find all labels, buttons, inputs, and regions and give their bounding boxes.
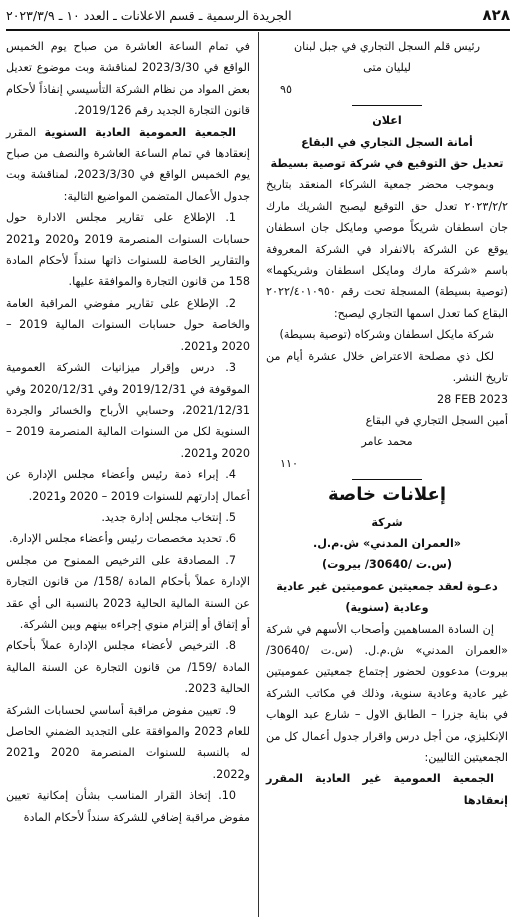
company-registration: (س.ت /30640/ بيروت) [322, 558, 452, 572]
company-label: شركة [371, 515, 403, 529]
agenda-item: 6. تحديد مخصصات رئيس وأعضاء مجلس الإدارة. [8, 532, 236, 546]
section-title: إعلانات خاصة [327, 484, 447, 506]
agenda-item: 1. الإطلاع على تقارير مجلس الادارة حول حسابات السنوات المنصرمة 2019 و2020 و2021 والتقارير الخاصة للسنوات ذاتها سنداً لأحكام المادة 158 من قانون التجارة والموافقة عليها. [6, 211, 250, 289]
agenda-item: 9. تعيين مفوض مراقبة أساسي لحسابات الشركة للعام 2023 والموافقة على التجديد الضمني الحاصل له بالنسبة للسنوات المنصرمة 2020 و2021 و2022. [6, 703, 250, 781]
column-divider [258, 32, 259, 917]
agenda-item: 10. إتخاذ القرار المناسب بشأن إمكانية تعيين مفوض مراقبة إضافي للشركة سنداً لأحكام المادة [6, 789, 250, 824]
header-rule [6, 29, 510, 31]
notice-subject: تعديل حق التوقيع في شركة توصية بسيطة [270, 157, 504, 171]
agenda-item: 8. الترخيص لأعضاء مجلس الإدارة عملاً بأحكام المادة /159/ من قانون التجارة عن السنة المالية الحالية 2023. [6, 639, 250, 696]
annual-assembly-intro: المقرر إنعقادها في تمام الساعة العاشرة والنصف من صباح يوم الخميس الواقع في 2023/3/30، لمناقشة وبت جدول الأعمال المتضمن المواضيع التالية: [6, 125, 250, 203]
extraordinary-assembly-line: الجمعية العمومية غير العادية المقرر إنعقادها [266, 772, 508, 807]
gazette-title: الجريدة الرسمية ـ قسم الاعلانات ـ العدد ١٠ ـ ٢٠٢٣/٣/٩ [6, 7, 292, 23]
separator-2 [352, 479, 422, 480]
registrar-title-top: رئيس قلم السجل التجاري في جبل لبنان [293, 40, 481, 53]
left-column [6, 36, 250, 828]
invitation-body: إن السادة المساهمين وأصحاب الأسهم في شركة «العمران المدني» ش.م.ل. (س.ت /30640/ بيروت) مدعوون لحضور إجتماع جمعيتين عموميتين غير عادية وعادية سنوية، وذلك في مكاتب الشركة في بناية جزرا – الطابق الاول – شارع عبد الوهاب الإنكليزي، من أجل درس واقرار جدول أعمال كل من الجمعيتين التاليين: [266, 622, 508, 764]
annual-assembly-paragraph [6, 122, 250, 208]
registrar-name-top: ليليان متى [363, 61, 411, 75]
agenda-item: 3. درس وإقرار ميزانيات الشركة العمومية الموقوفة في 2019/12/31 وفي 2020/12/31 وفي 2021/12/31، وحسابي الأرباح والخسائر والجردة السنوية لكل من السنوات المالية المنصرمة 2019 – 2020 و2021. [6, 361, 250, 460]
page-number: ٨٢٨ [482, 6, 510, 24]
notice-label: اعلان [372, 114, 402, 128]
right-column [266, 36, 508, 811]
separator [352, 105, 422, 106]
agenda-item: 4. إبراء ذمة رئيس وأعضاء مجلس الإدارة عن أعمال إدارتهم للسنوات 2019 – 2020 و2021. [6, 468, 250, 503]
annual-assembly-heading: الجمعية العمومية العادية السنوية [44, 125, 237, 139]
signer-title: أمين السجل التجاري في البقاع [365, 413, 508, 427]
notice-date: 28 FEB 2023 [437, 392, 508, 406]
notice-number: ٩٥ [280, 82, 293, 96]
agenda-item: 7. المصادقة على الترخيص الممنوح من مجلس الإدارة عملاً بأحكام المادة /158/ من قانون التجارة عن السنة المالية الحالية 2023 بالنسبة الى أي عقد أو إتفاق أو إلتزام منوي إجراءه بينهم وبين الشركة. [6, 553, 250, 631]
notice-number-2: ١١٠ [280, 456, 299, 470]
new-company-name: شركة مايكل اسطفان وشركاه (توصية بسيطة) [279, 328, 494, 342]
company-name: «العمران المدني» ش.م.ل. [312, 536, 462, 550]
agenda-item: 5. إنتخاب مجلس إدارة جديد. [101, 510, 236, 524]
notice-authority: أمانة السجل التجاري في البقاع [301, 135, 473, 149]
invitation-title: دعـوة لعقد جمعيتين عموميتين غير عادية وعادية (سنوية) [276, 579, 498, 615]
agenda-item: 2. الإطلاع على تقارير مفوضي المراقبة العامة والخاصة حول حسابات السنوات المالية 2019 – 2020 و2021. [6, 296, 251, 353]
notice-body: وبموجب محضر جمعية الشركاء المنعقد بتاريخ ٢٠٢٣/٢/٢ تعدل حق التوقيع ليصبح الشريك مارك جان اسطفان شريكاً موصي ومايكل جان اسطفان يوقع عن الشركة بالانفراد في الشركة المعروفة باسم «شركة مارك ومايكل اسطفان وشريكهما» (توصية بسيطة) المسجلة تحت رقم ٢٠٢٢/٤٠١٠٩٥٠ البقاع كما تعدل اسمها التجاري ليصبح: [266, 178, 508, 320]
objection-text: لكل ذي مصلحة الاعتراض خلال عشرة أيام من تاريخ النشر. [266, 349, 508, 385]
extraordinary-assembly-details: في تمام الساعة العاشرة من صباح يوم الخميس الواقع في 2023/3/30 لمناقشة وبت موضوع تعديل بعض المواد من نظام الشركة التأسيسي إنفاذاً لأحكام قانون التجارة الجديد رقم 2019/126. [6, 40, 250, 118]
page-header [6, 4, 510, 26]
signer-name: محمد عامر [361, 435, 413, 449]
